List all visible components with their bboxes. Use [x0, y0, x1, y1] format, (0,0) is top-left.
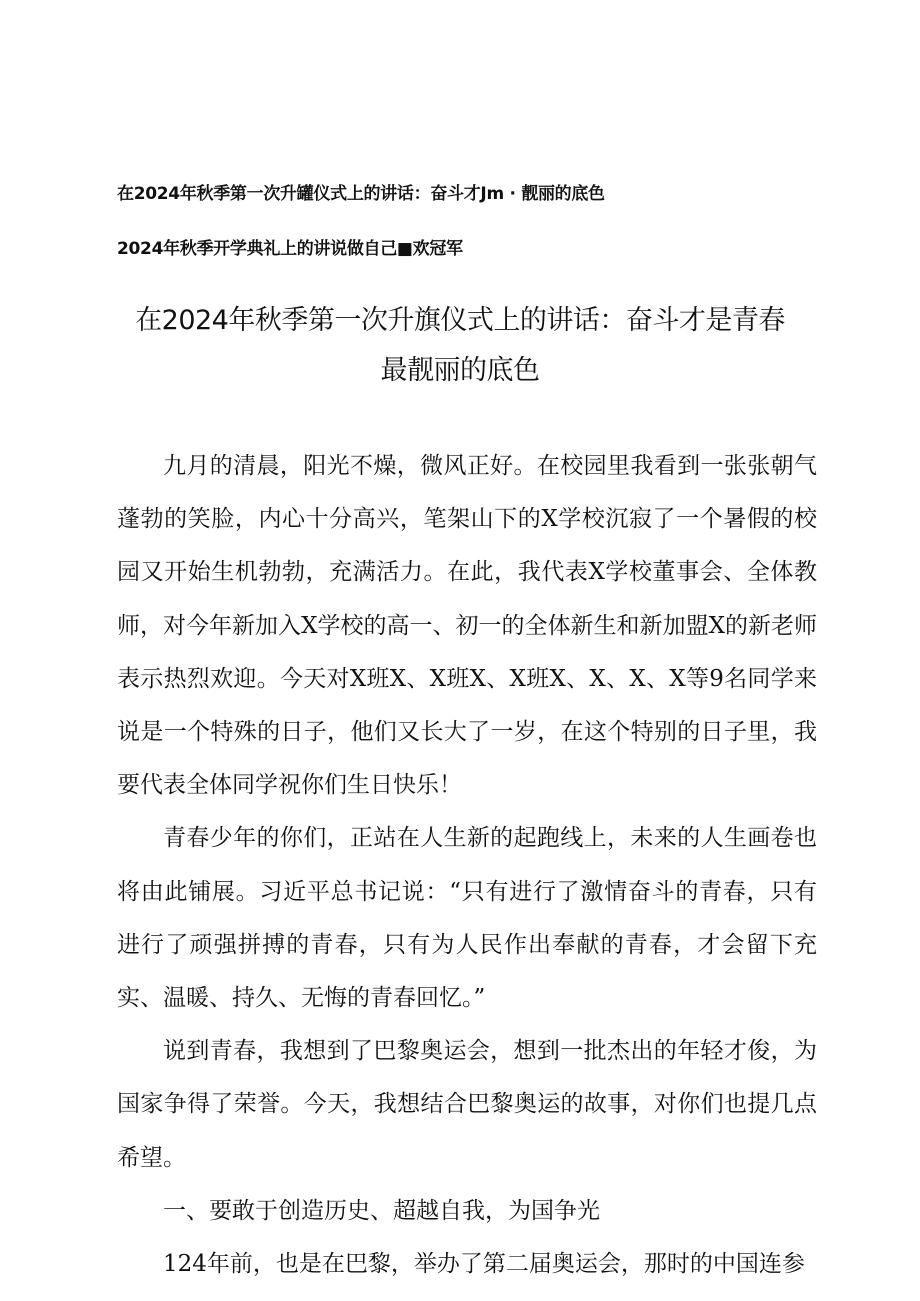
paragraph-olympics: 说到青春，我想到了巴黎奥运会，想到一批杰出的年轻才俊，为国家争得了荣誉。今天，我想结合巴黎奥运的故事，对你们也提几点希望。: [117, 1038, 817, 1171]
paragraph-youth: 青春少年的你们，正站在人生新的起跑线上，未来的人生画卷也将由此铺展。习近平总书记说：“只有进行了激情奋斗的青春，只有进行了顽强拼搏的青春，只有为人民作出奉献的青春，才会留下充实、温暖、持久、无悔的青春回忆。”: [117, 825, 817, 1012]
paragraph-intro: 九月的清晨，阳光不燥，微风正好。在校园里我看到一张张朝气蓬勃的笑脸，内心十分高兴，笔架山下的X学校沉寂了一个暑假的校园又开始生机勃勃，充满活力。在此，我代表X学校董事会、全体教师，对今年新加入X学校的高一、初一的全体新生和新加盟X的新老师表示热烈欢迎。今天对X班X、X班X、X班X、X、X、X等9名同学来说是一个特殊的日子，他们又长大了一岁，在这个特别的日子里，我要代表全体同学祝你们生日快乐！: [117, 453, 817, 799]
toc-entry-1: 在2024年秋季第一次升罐仪式上的讲话：奋斗才Jm · 靓丽的底色: [117, 184, 605, 204]
toc-entry-2: 2024年秋季开学典礼上的讲说做自己■欢冠军: [117, 239, 463, 259]
section-heading-1: 一、要敢于创造历史、超越自我，为国争光: [163, 1197, 600, 1224]
document-body: [117, 440, 817, 1291]
document-title-line-1: 在2024年秋季第一次升旗仪式上的讲话：奋斗才是青春: [135, 305, 785, 336]
paragraph-history: 124年前，也是在巴黎，举办了第二届奥运会，那时的中国连参: [163, 1251, 805, 1278]
document-title-line-2: 最靓丽的底色: [380, 355, 540, 386]
